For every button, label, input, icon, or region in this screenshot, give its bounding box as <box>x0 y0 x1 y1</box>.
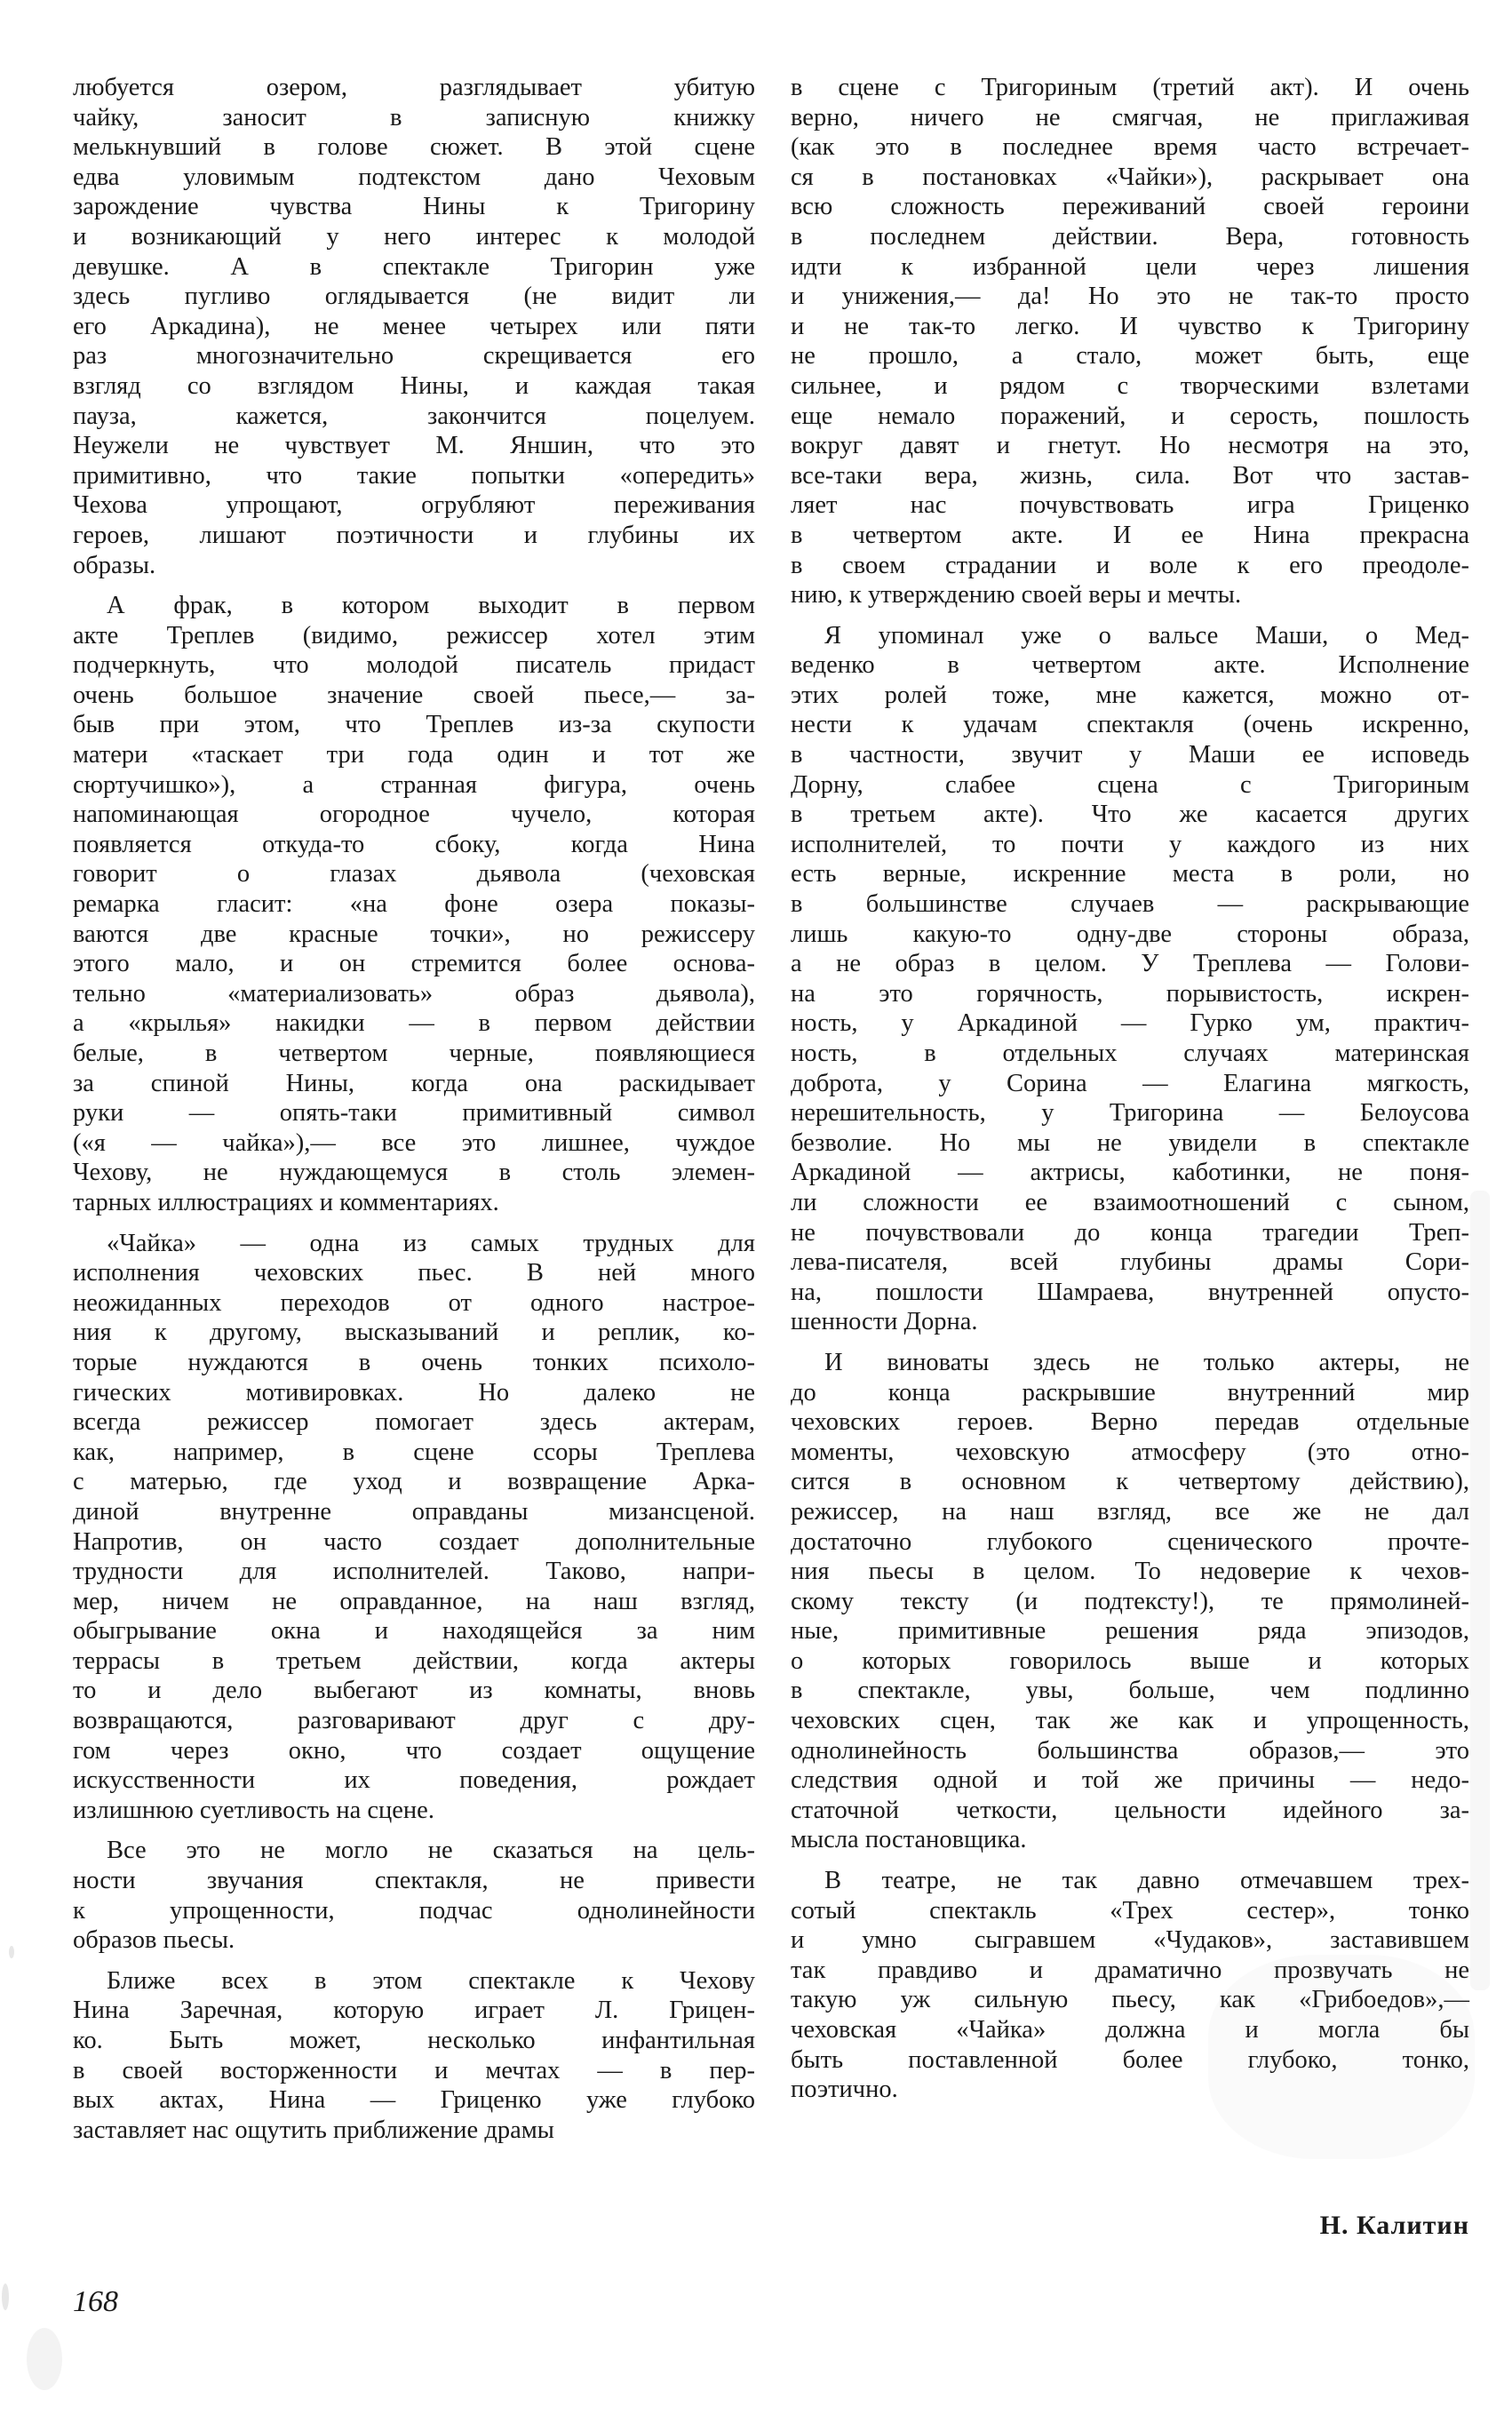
text-line: доброта, у Сорина — Елагина мягкость, <box>791 1069 1469 1097</box>
paragraph <box>73 1229 755 1826</box>
text-line: и унижения,— да! Но это не так-то просто <box>791 283 1469 311</box>
text-line: Аркадиной — актрисы, каботинки, не поня- <box>791 1159 1469 1187</box>
text-line: не прошло, а стало, может быть, еще <box>791 342 1469 371</box>
text-line: гом через окно, что создает ощущение <box>73 1736 755 1765</box>
text-line: однолинейность большинства образов,— это <box>791 1736 1469 1765</box>
text-line: Чехова упрощают, огрубляют переживания <box>73 491 755 520</box>
text-line: белые, в четвертом черные, появляющиеся <box>73 1040 755 1067</box>
text-line: не почувствовали до конца трагедии Треп- <box>791 1218 1469 1247</box>
text-line: В театре, не так давно отмечавшем трех- <box>824 1867 1469 1895</box>
text-line: Дорну, слабее сцена с Тригориным <box>791 770 1469 799</box>
text-line: поэтично. <box>791 2076 898 2104</box>
text-line: неожиданных переходов от одного настрое- <box>73 1288 755 1317</box>
text-line: а не образ в целом. У Треплева — Голови- <box>791 950 1469 978</box>
text-line: «Чайка» — одна из самых трудных для <box>107 1229 755 1257</box>
text-line: руки — опять-таки примитивный символ <box>73 1099 755 1128</box>
text-line: ности звучания спектакля, не привести <box>73 1867 755 1895</box>
scan-speck <box>1208 1955 1475 2159</box>
text-line: с матерью, где уход и возвращение Арка- <box>73 1468 755 1496</box>
text-line: зарождение чувства Нины к Тригорину <box>73 193 755 221</box>
text-line: лишь какую-то одну-две стороны образа, <box>791 920 1469 948</box>
text-line: Напротив, он часто создает дополнительные <box>73 1527 755 1556</box>
text-line: и умно сыгравшем «Чудаков», заставившем <box>791 1926 1469 1955</box>
text-line: в большинстве случаев — раскрывающие <box>791 890 1469 919</box>
text-line: здесь пугливо оглядывается (не видит ли <box>73 283 755 311</box>
text-line: тарных иллюстрациях и комментариях. <box>73 1188 499 1216</box>
text-line: героев, лишают поэтичности и глубины их <box>73 521 755 549</box>
text-line: в третьем акте). Что же касается других <box>791 801 1469 829</box>
text-line: тельно «материализовать» образ дьявола), <box>73 979 755 1008</box>
paragraph <box>791 1348 1469 1855</box>
text-line: мер, ничем не оправданное, на наш взгляд, <box>73 1587 755 1615</box>
text-line: достаточно глубокого сценического прочте- <box>791 1527 1469 1556</box>
text-line: верно, ничего не смягчая, не приглаживая <box>791 103 1469 132</box>
scan-speck <box>2 2284 9 2310</box>
text-line: на это горячность, порывистость, искрен- <box>791 979 1469 1008</box>
text-line: чеховская «Чайка» должна и могла бы <box>791 2016 1469 2044</box>
text-line: раз многозначительно скрещивается его <box>73 342 755 371</box>
text-line: возвращаются, разговаривают друг с дру- <box>73 1707 755 1735</box>
text-line: веденко в четвертом акте. Исполнение <box>791 651 1469 680</box>
text-line: гических мотивировках. Но далеко не <box>73 1378 755 1407</box>
text-line: исполнителей, то почти у каждого из них <box>791 830 1469 858</box>
scan-speck <box>27 2328 62 2390</box>
text-line: нерешительность, у Тригорина — Белоусова <box>791 1099 1469 1128</box>
text-line: обыгрывание окна и находящейся за ним <box>73 1617 755 1646</box>
text-line: образов пьесы. <box>73 1926 235 1955</box>
text-line: в последнем действии. Вера, готовность <box>791 222 1469 251</box>
text-line: идти к избранной цели через лишения <box>791 252 1469 281</box>
text-line: моменты, чеховскую атмосферу (это отно- <box>791 1438 1469 1466</box>
text-line: ные, примитивные решения ряда эпизодов, <box>791 1617 1469 1646</box>
text-line: Я упоминал уже о вальсе Маши, о Мед- <box>824 621 1469 650</box>
scan-speck <box>9 1946 14 1958</box>
text-line: Все это не могло не сказаться на цель- <box>107 1837 755 1865</box>
text-line: ваются две красные точки», но режиссеру <box>73 920 755 948</box>
text-line: любуется озером, разглядывает убитую <box>73 74 755 101</box>
text-line: так правдиво и драматично прозвучать не <box>791 1956 1469 1984</box>
text-line: девушке. А в спектакле Тригорин уже <box>73 252 755 281</box>
paragraph <box>73 1966 755 2146</box>
text-line: быв при этом, что Треплев из-за скупости <box>73 711 755 739</box>
paragraph <box>73 591 755 1217</box>
text-line: а «крылья» накидки — в первом действии <box>73 1009 755 1038</box>
text-line: Нина Заречная, которую играет Л. Грицен- <box>73 1997 755 2025</box>
text-line: излишнюю суетливость на сцене. <box>73 1796 434 1824</box>
text-line: торые нуждаются в очень тонких психоло- <box>73 1348 755 1376</box>
text-line: безволие. Но мы не увидели в спектакле <box>791 1128 1469 1157</box>
text-line: статочной четкости, цельности идейного за- <box>791 1796 1469 1824</box>
text-line: образы. <box>73 551 156 579</box>
text-line: ко. Быть может, несколько инфантильная <box>73 2027 755 2054</box>
scan-speck <box>1470 1191 1490 1990</box>
text-line: акте Треплев (видимо, режиссер хотел этим <box>73 621 755 650</box>
text-line: сильнее, и рядом с творческими взлетами <box>791 371 1469 400</box>
text-line: исполнения чеховских пьес. В ней много <box>73 1259 755 1287</box>
text-line: террасы в третьем действии, когда актеры <box>73 1646 755 1675</box>
text-line: и возникающий у него интерес к молодой <box>73 222 755 251</box>
text-line: И виноваты здесь не только актеры, не <box>824 1348 1469 1376</box>
text-line: вых актах, Нина — Гриценко уже глубоко <box>73 2086 755 2115</box>
text-line: А фрак, в котором выходит в первом <box>107 592 755 620</box>
text-line: в частности, звучит у Маши ее исповедь <box>791 741 1469 769</box>
text-line: этих ролей тоже, мне кажется, можно от- <box>791 681 1469 709</box>
text-line: говорит о глазах дьявола (чеховская <box>73 860 755 889</box>
text-line: в своей восторженности и мечтах — в пер- <box>73 2056 755 2084</box>
text-line: напоминающая огородное чучело, которая <box>73 801 755 829</box>
text-line: все-таки вера, жизнь, сила. Вот что застав- <box>791 461 1469 490</box>
text-line: нести к удачам спектакля (очень искренно, <box>791 711 1469 739</box>
text-line: шенности Дорна. <box>791 1308 978 1336</box>
text-line: в своем страдании и воле к его преодоле- <box>791 551 1469 579</box>
text-line: ния к другому, высказываний и реплик, ко- <box>73 1319 755 1347</box>
text-line: подчеркнуть, что молодой писатель придаст <box>73 651 755 680</box>
text-line: ли сложности ее взаимоотношений с сыном, <box>791 1188 1469 1216</box>
text-line: диной внутренне оправданы мизансценой. <box>73 1497 755 1526</box>
text-line: мысла постановщика. <box>791 1826 1027 1854</box>
text-line: до конца раскрывшие внутренний мир <box>791 1378 1469 1407</box>
text-line: взгляд со взглядом Нины, и каждая такая <box>73 371 755 400</box>
text-line: едва уловимым подтекстом дано Чеховым <box>73 163 755 191</box>
text-line: ность, в отдельных случаях материнская <box>791 1040 1469 1067</box>
paragraph <box>73 73 755 580</box>
text-line: в четвертом акте. И ее Нина прекрасна <box>791 521 1469 549</box>
text-line: сится в основном к четвертому действию), <box>791 1468 1469 1496</box>
text-line: этого мало, и он стремится более основа- <box>73 950 755 978</box>
text-line: мелькнувший в голове сюжет. В этой сцене <box>73 133 755 162</box>
text-line: всегда режиссер помогает здесь актерам, <box>73 1408 755 1437</box>
text-line: матери «таскает три года один и тот же <box>73 741 755 769</box>
paragraph <box>791 621 1469 1337</box>
left-text-column <box>73 73 755 2156</box>
text-line: ся в постановках «Чайки»), раскрывает она <box>791 163 1469 191</box>
text-line: лева-писателя, всей глубины драмы Сори- <box>791 1248 1469 1277</box>
text-line: такую уж сильную пьесу, как «Грибоедов»,— <box>791 1986 1469 2014</box>
text-line: его Аркадина), не менее четырех или пяти <box>73 312 755 340</box>
text-line: (как это в последнее время часто встречает- <box>791 133 1469 162</box>
text-line: появляется откуда-то сбоку, когда Нина <box>73 830 755 858</box>
text-line: быть поставленной более глубоко, тонко, <box>791 2045 1469 2074</box>
text-line: чеховских сцен, так же как и упрощенность, <box>791 1707 1469 1735</box>
text-line: еще немало поражений, и серость, пошлость <box>791 402 1469 430</box>
page-number: 168 <box>73 2285 118 2318</box>
text-line: нию, к утверждению своей веры и мечты. <box>791 581 1242 610</box>
text-line: Чехову, не нуждающемуся в столь элемен- <box>73 1159 755 1187</box>
text-line: ния пьесы в целом. То недоверие к чехов- <box>791 1558 1469 1586</box>
text-line: ность, у Аркадиной — Гурко ум, практич- <box>791 1009 1469 1038</box>
text-line: сюртучишко»), а странная фигура, очень <box>73 770 755 799</box>
text-line: на, пошлости Шамраева, внутренней опусто- <box>791 1278 1469 1306</box>
text-line: скому тексту (и подтексту!), те прямолиней- <box>791 1587 1469 1615</box>
text-line: за спиной Нины, когда она раскидывает <box>73 1069 755 1097</box>
paragraph <box>73 1836 755 1955</box>
text-line: Ближе всех в этом спектакле к Чехову <box>107 1966 755 1995</box>
text-line: режиссер, на наш взгляд, все же не дал <box>791 1497 1469 1526</box>
text-line: в сцене с Тригориным (третий акт). И очень <box>791 74 1469 101</box>
text-line: следствия одной и той же причины — недо- <box>791 1766 1469 1795</box>
text-line: ремарка гласит: «на фоне озера показы- <box>73 890 755 919</box>
paragraph <box>791 73 1469 610</box>
text-line: чеховских героев. Верно передав отдельные <box>791 1408 1469 1437</box>
text-line: вокруг давят и гнетут. Но несмотря на это, <box>791 432 1469 460</box>
text-line: примитивно, что такие попытки «опередить» <box>73 461 755 490</box>
text-line: о которых говорилось выше и которых <box>791 1646 1469 1675</box>
author-signature: Н. Калитин <box>1319 2211 1469 2240</box>
text-line: сотый спектакль «Трех сестер», тонко <box>791 1896 1469 1925</box>
text-line: Неужели не чувствует М. Яншин, что это <box>73 432 755 460</box>
text-line: чайку, заносит в записную книжку <box>73 103 755 132</box>
right-text-column <box>791 73 1469 2116</box>
text-line: очень большое значение своей пьесе,— за- <box>73 681 755 709</box>
text-line: заставляет нас ощутить приближение драмы <box>73 2116 554 2144</box>
text-line: («я — чайка»),— все это лишнее, чуждое <box>73 1128 755 1157</box>
text-line: в спектакле, увы, больше, чем подлинно <box>791 1677 1469 1705</box>
text-line: то и дело выбегают из комнаты, вновь <box>73 1677 755 1705</box>
text-line: пауза, кажется, закончится поцелуем. <box>73 402 755 430</box>
text-line: трудности для исполнителей. Таково, напри- <box>73 1558 755 1586</box>
text-line: к упрощенности, подчас однолинейности <box>73 1896 755 1925</box>
text-line: и не так-то легко. И чувство к Тригорину <box>791 312 1469 340</box>
text-line: как, например, в сцене ссоры Треплева <box>73 1438 755 1466</box>
text-line: есть верные, искренние места в роли, но <box>791 860 1469 889</box>
text-line: ляет нас почувствовать игра Гриценко <box>791 491 1469 520</box>
text-line: искусственности их поведения, рождает <box>73 1766 755 1795</box>
text-line: всю сложность переживаний своей героини <box>791 193 1469 221</box>
